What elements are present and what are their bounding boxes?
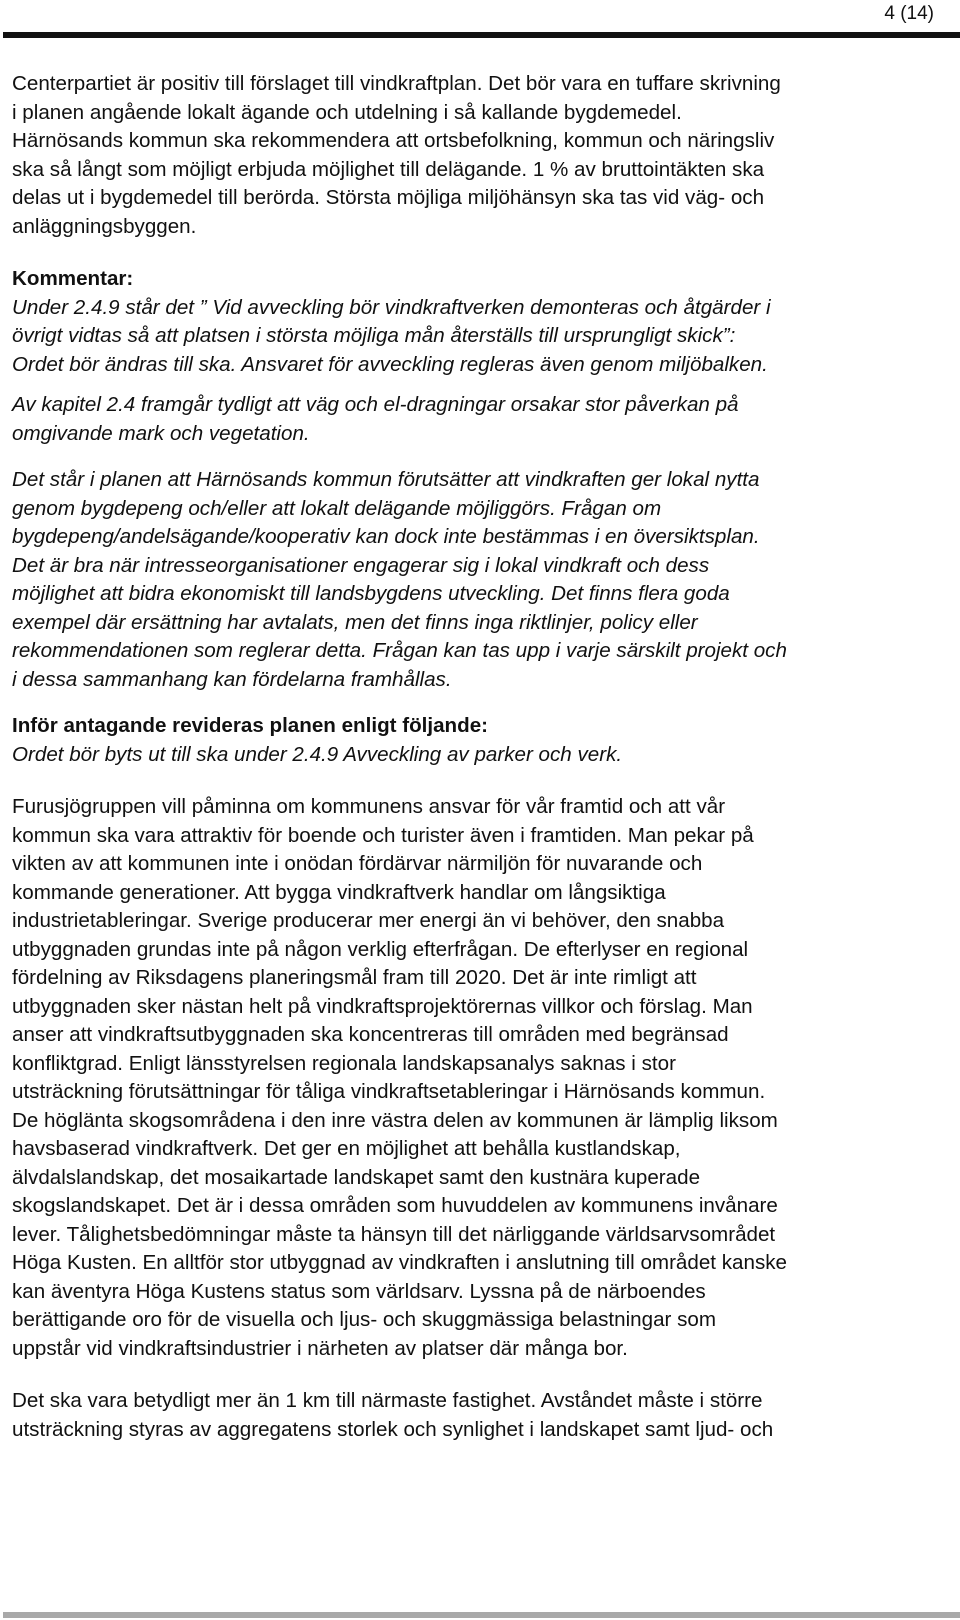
text-line: De höglänta skogsområdena i den inre västra delen av kommunen är lämplig liksom bbox=[12, 1108, 778, 1132]
revision-heading: Inför antagande revideras planen enligt följande: bbox=[12, 714, 489, 737]
text-line: utbyggnaden grundas inte på någon verklig efterfrågan. De efterlyser en regional bbox=[12, 937, 749, 961]
text-line: anläggningsbyggen. bbox=[12, 214, 197, 238]
text-line: Det är bra när intresseorganisationer engagerar sig i lokal vindkraft och dess bbox=[12, 553, 710, 577]
text-line: omgivande mark och vegetation. bbox=[12, 421, 310, 445]
text-line: kommande generationer. Att bygga vindkraftverk handlar om långsiktiga bbox=[12, 880, 666, 904]
text-line: industrietableringar. Sverige producerar mer energi än vi behöver, den snabba bbox=[12, 909, 725, 932]
revision-text: Ordet bör byts ut till ska under 2.4.9 Avveckling av parker och verk. bbox=[12, 742, 623, 766]
comment-paragraph-kapitel bbox=[12, 391, 960, 448]
comment-paragraph-bygdepeng bbox=[12, 466, 960, 694]
text-line: möjlighet att bidra ekonomiskt till landsbygdens utveckling. Det finns flera goda bbox=[12, 582, 730, 605]
comment-paragraph-avveckling bbox=[12, 294, 960, 380]
text-line: delas ut i bygdemedel till berörda. Största möjliga miljöhänsyn ska tas vid väg- och bbox=[12, 186, 765, 209]
text-line: exempel där ersättning har avtalats, men det finns inga riktlinjer, policy eller bbox=[12, 610, 698, 634]
text-line: havsbaserad vindkraftverk. Det ger en möjlighet att behålla kustlandskap, bbox=[12, 1137, 681, 1160]
paragraph-furusjogruppen bbox=[12, 793, 960, 1363]
text-line: älvdalslandskap, det mosaikartade landskapet samt den kustnära kuperade bbox=[12, 1165, 701, 1189]
text-line: ska så långt som möjligt erbjuda möjlighet till delägande. 1 % av bruttointäkten ska bbox=[12, 157, 765, 181]
text-line: Härnösands kommun ska rekommendera att ortsbefolkning, kommun och näringsliv bbox=[12, 129, 775, 152]
document-body bbox=[12, 70, 960, 1444]
text-line: Ordet bör ändras till ska. Ansvaret för avveckling regleras även genom miljöbalken. bbox=[12, 352, 768, 376]
text-line: Det ska vara betydligt mer än 1 km till närmaste fastighet. Avståndet måste i större bbox=[12, 1389, 763, 1412]
text-line: utsträckning styras av aggregatens storlek och synlighet i landskapet samt ljud- och bbox=[12, 1417, 774, 1441]
text-line: Av kapitel 2.4 framgår tydligt att väg och el-dragningar orsakar stor påverkan på bbox=[12, 393, 739, 416]
text-line: rekommendationen som reglerar detta. Frågan kan tas upp i varje särskilt projekt och bbox=[12, 639, 787, 662]
text-line: Under 2.4.9 står det ” Vid avveckling bör vindkraftverken demonteras och åtgärder i bbox=[12, 295, 771, 319]
comment-heading: Kommentar: bbox=[12, 267, 134, 290]
paragraph-centerpartiet bbox=[12, 70, 960, 241]
text-line: genom bygdepeng och/eller att lokalt delägande möjliggörs. Frågan om bbox=[12, 496, 662, 520]
paragraph-avstand bbox=[12, 1387, 960, 1444]
page-number: 4 (14) bbox=[884, 3, 934, 24]
text-line: skogslandskapet. Det är i dessa områden som huvuddelen av kommunens invånare bbox=[12, 1194, 778, 1217]
text-line: kommun ska vara attraktiv för boende och turister även i framtiden. Man pekar på bbox=[12, 823, 754, 847]
text-line: Furusjögruppen vill påminna om kommunens ansvar för vår framtid och att vår bbox=[12, 795, 726, 818]
text-line: utbyggnaden sker nästan helt på vindkraftsprojektörernas villkor och förslag. Man bbox=[12, 994, 753, 1018]
text-line: vikten av att kommunen inte i onödan fördärvar närmiljön för nuvarande och bbox=[12, 852, 703, 875]
text-line: uppstår vid vindkraftsindustrier i närheten av platser där många bor. bbox=[12, 1336, 628, 1360]
text-line: lever. Tålighetsbedömningar måste ta hänsyn till det närliggande världsarvsområdet bbox=[12, 1222, 776, 1246]
text-line: övrigt vidtas så att platsen i största möjliga mån återställs till ursprungligt skick”: bbox=[12, 324, 736, 347]
text-line: bygdepeng/andelsägande/kooperativ kan dock inte bestämmas i en översiktsplan. bbox=[12, 525, 760, 548]
text-line: utsträckning förutsättningar för tåliga vindkraftsetableringar i Härnösands kommun. bbox=[12, 1080, 766, 1103]
footer-rule bbox=[3, 1612, 960, 1618]
header-rule bbox=[3, 32, 960, 38]
text-line: berättigande oro för de visuella och ljus- och skuggmässiga belastningar som bbox=[12, 1308, 717, 1331]
text-line: kan äventyra Höga Kustens status som världsarv. Lyssna på de närboendes bbox=[12, 1279, 706, 1303]
text-line: Höga Kusten. En alltför stor utbyggnad av vindkraften i anslutning till området kanske bbox=[12, 1251, 787, 1274]
text-line: Det står i planen att Härnösands kommun förutsätter att vindkraften ger lokal nytta bbox=[12, 468, 760, 491]
text-line: Centerpartiet är positiv till förslaget till vindkraftplan. Det bör vara en tuffare skrivning bbox=[12, 72, 781, 95]
text-line: fördelning av Riksdagens planeringsmål fram till 2020. Det är inte rimligt att bbox=[12, 966, 697, 989]
text-line: konfliktgrad. Enligt länsstyrelsen regionala landskapsanalys saknas i stor bbox=[12, 1051, 676, 1075]
text-line: i planen angående lokalt ägande och utdelning i så kallande bygdemedel. bbox=[12, 100, 682, 124]
text-line: anser att vindkraftsutbyggnaden ska koncentreras till områden med begränsad bbox=[12, 1023, 729, 1046]
text-line: i dessa sammanhang kan fördelarna framhållas. bbox=[12, 667, 452, 691]
